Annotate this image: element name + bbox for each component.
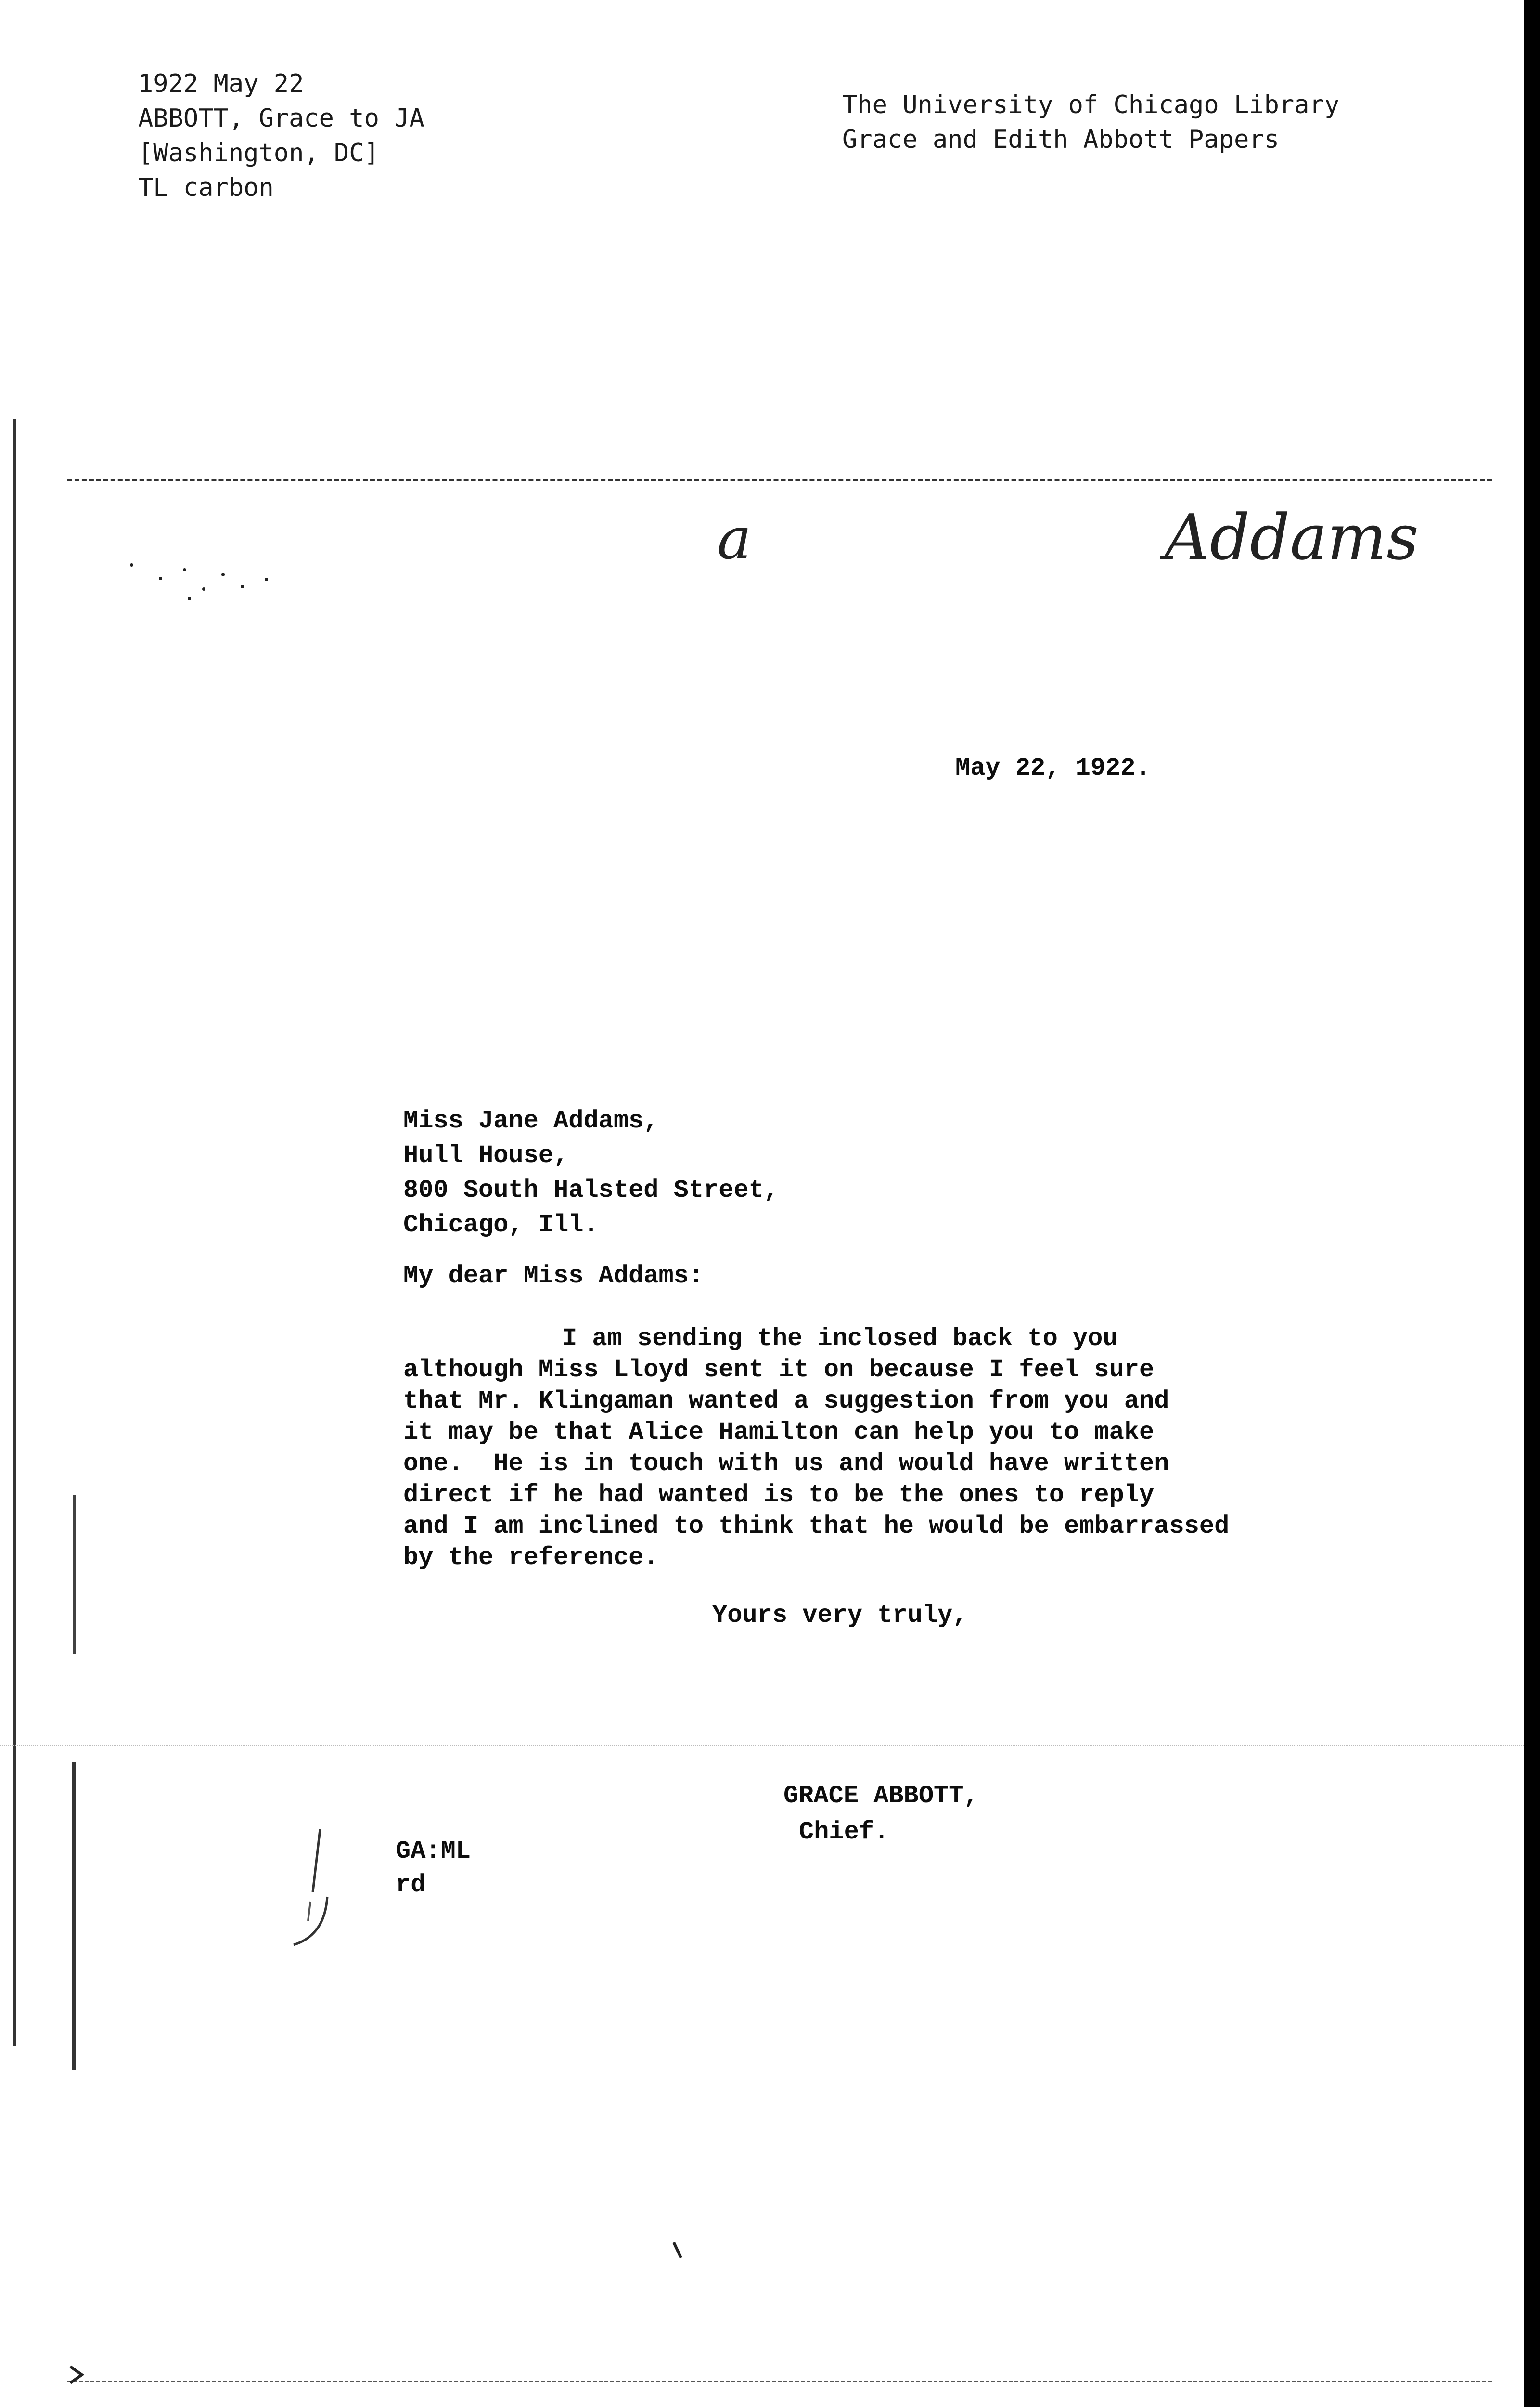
- body-line-6: direct if he had wanted is to be the ones to reply: [403, 1481, 1155, 1509]
- body-line-8: by the reference.: [403, 1543, 659, 1572]
- ink-smudge: [120, 554, 294, 607]
- body-line-2: although Miss Lloyd sent it on because I feel sure: [403, 1356, 1155, 1384]
- recipient-line-name: Miss Jane Addams,: [403, 1107, 659, 1135]
- repository-label-collection: Grace and Edith Abbott Papers: [842, 125, 1279, 154]
- margin-mark-lower: [72, 1762, 76, 2070]
- bottom-left-mark: [669, 2239, 688, 2263]
- pencil-stroke-marks: [284, 1825, 342, 1950]
- handwritten-addams: Addams: [1165, 501, 1419, 574]
- sheet-top-edge: [67, 479, 1492, 481]
- margin-mark-upper: [73, 1495, 76, 1654]
- left-edge-line: [13, 419, 16, 2046]
- body-line-7: and I am inclined to think that he would be embarrassed: [403, 1512, 1230, 1540]
- body-line-5: one. He is in touch with us and would have written: [403, 1449, 1169, 1478]
- recipient-line-street: 800 South Halsted Street,: [403, 1176, 779, 1204]
- repository-label-library: The University of Chicago Library: [842, 91, 1340, 119]
- bottom-edge-chevron: [67, 2363, 87, 2387]
- reference-initials: GA:ML: [396, 1837, 471, 1865]
- recipient-line-org: Hull House,: [403, 1141, 569, 1170]
- enclosure-note: rd: [396, 1871, 426, 1899]
- letter-date: May 22, 1922.: [955, 754, 1151, 782]
- handwritten-letter-mark: a: [717, 505, 752, 572]
- salutation: My dear Miss Addams:: [403, 1262, 704, 1290]
- body-line-3: that Mr. Klingaman wanted a suggestion from you and: [403, 1387, 1169, 1415]
- signature-name: GRACE ABBOTT,: [783, 1782, 979, 1810]
- closing: Yours very truly,: [712, 1601, 968, 1630]
- catalog-label-place: [Washington, DC]: [138, 139, 379, 168]
- sheet-bottom-edge: [67, 2381, 1492, 2382]
- catalog-label-correspondents: ABBOTT, Grace to JA: [138, 104, 424, 133]
- catalog-label-date: 1922 May 22: [138, 69, 304, 98]
- signature-title: Chief.: [799, 1818, 889, 1846]
- catalog-label-type: TL carbon: [138, 173, 274, 202]
- fold-line: [0, 1745, 1524, 1746]
- body-line-4: it may be that Alice Hamilton can help you to make: [403, 1418, 1155, 1447]
- body-line-1: I am sending the inclosed back to you: [562, 1324, 1118, 1353]
- recipient-line-city: Chicago, Ill.: [403, 1211, 599, 1239]
